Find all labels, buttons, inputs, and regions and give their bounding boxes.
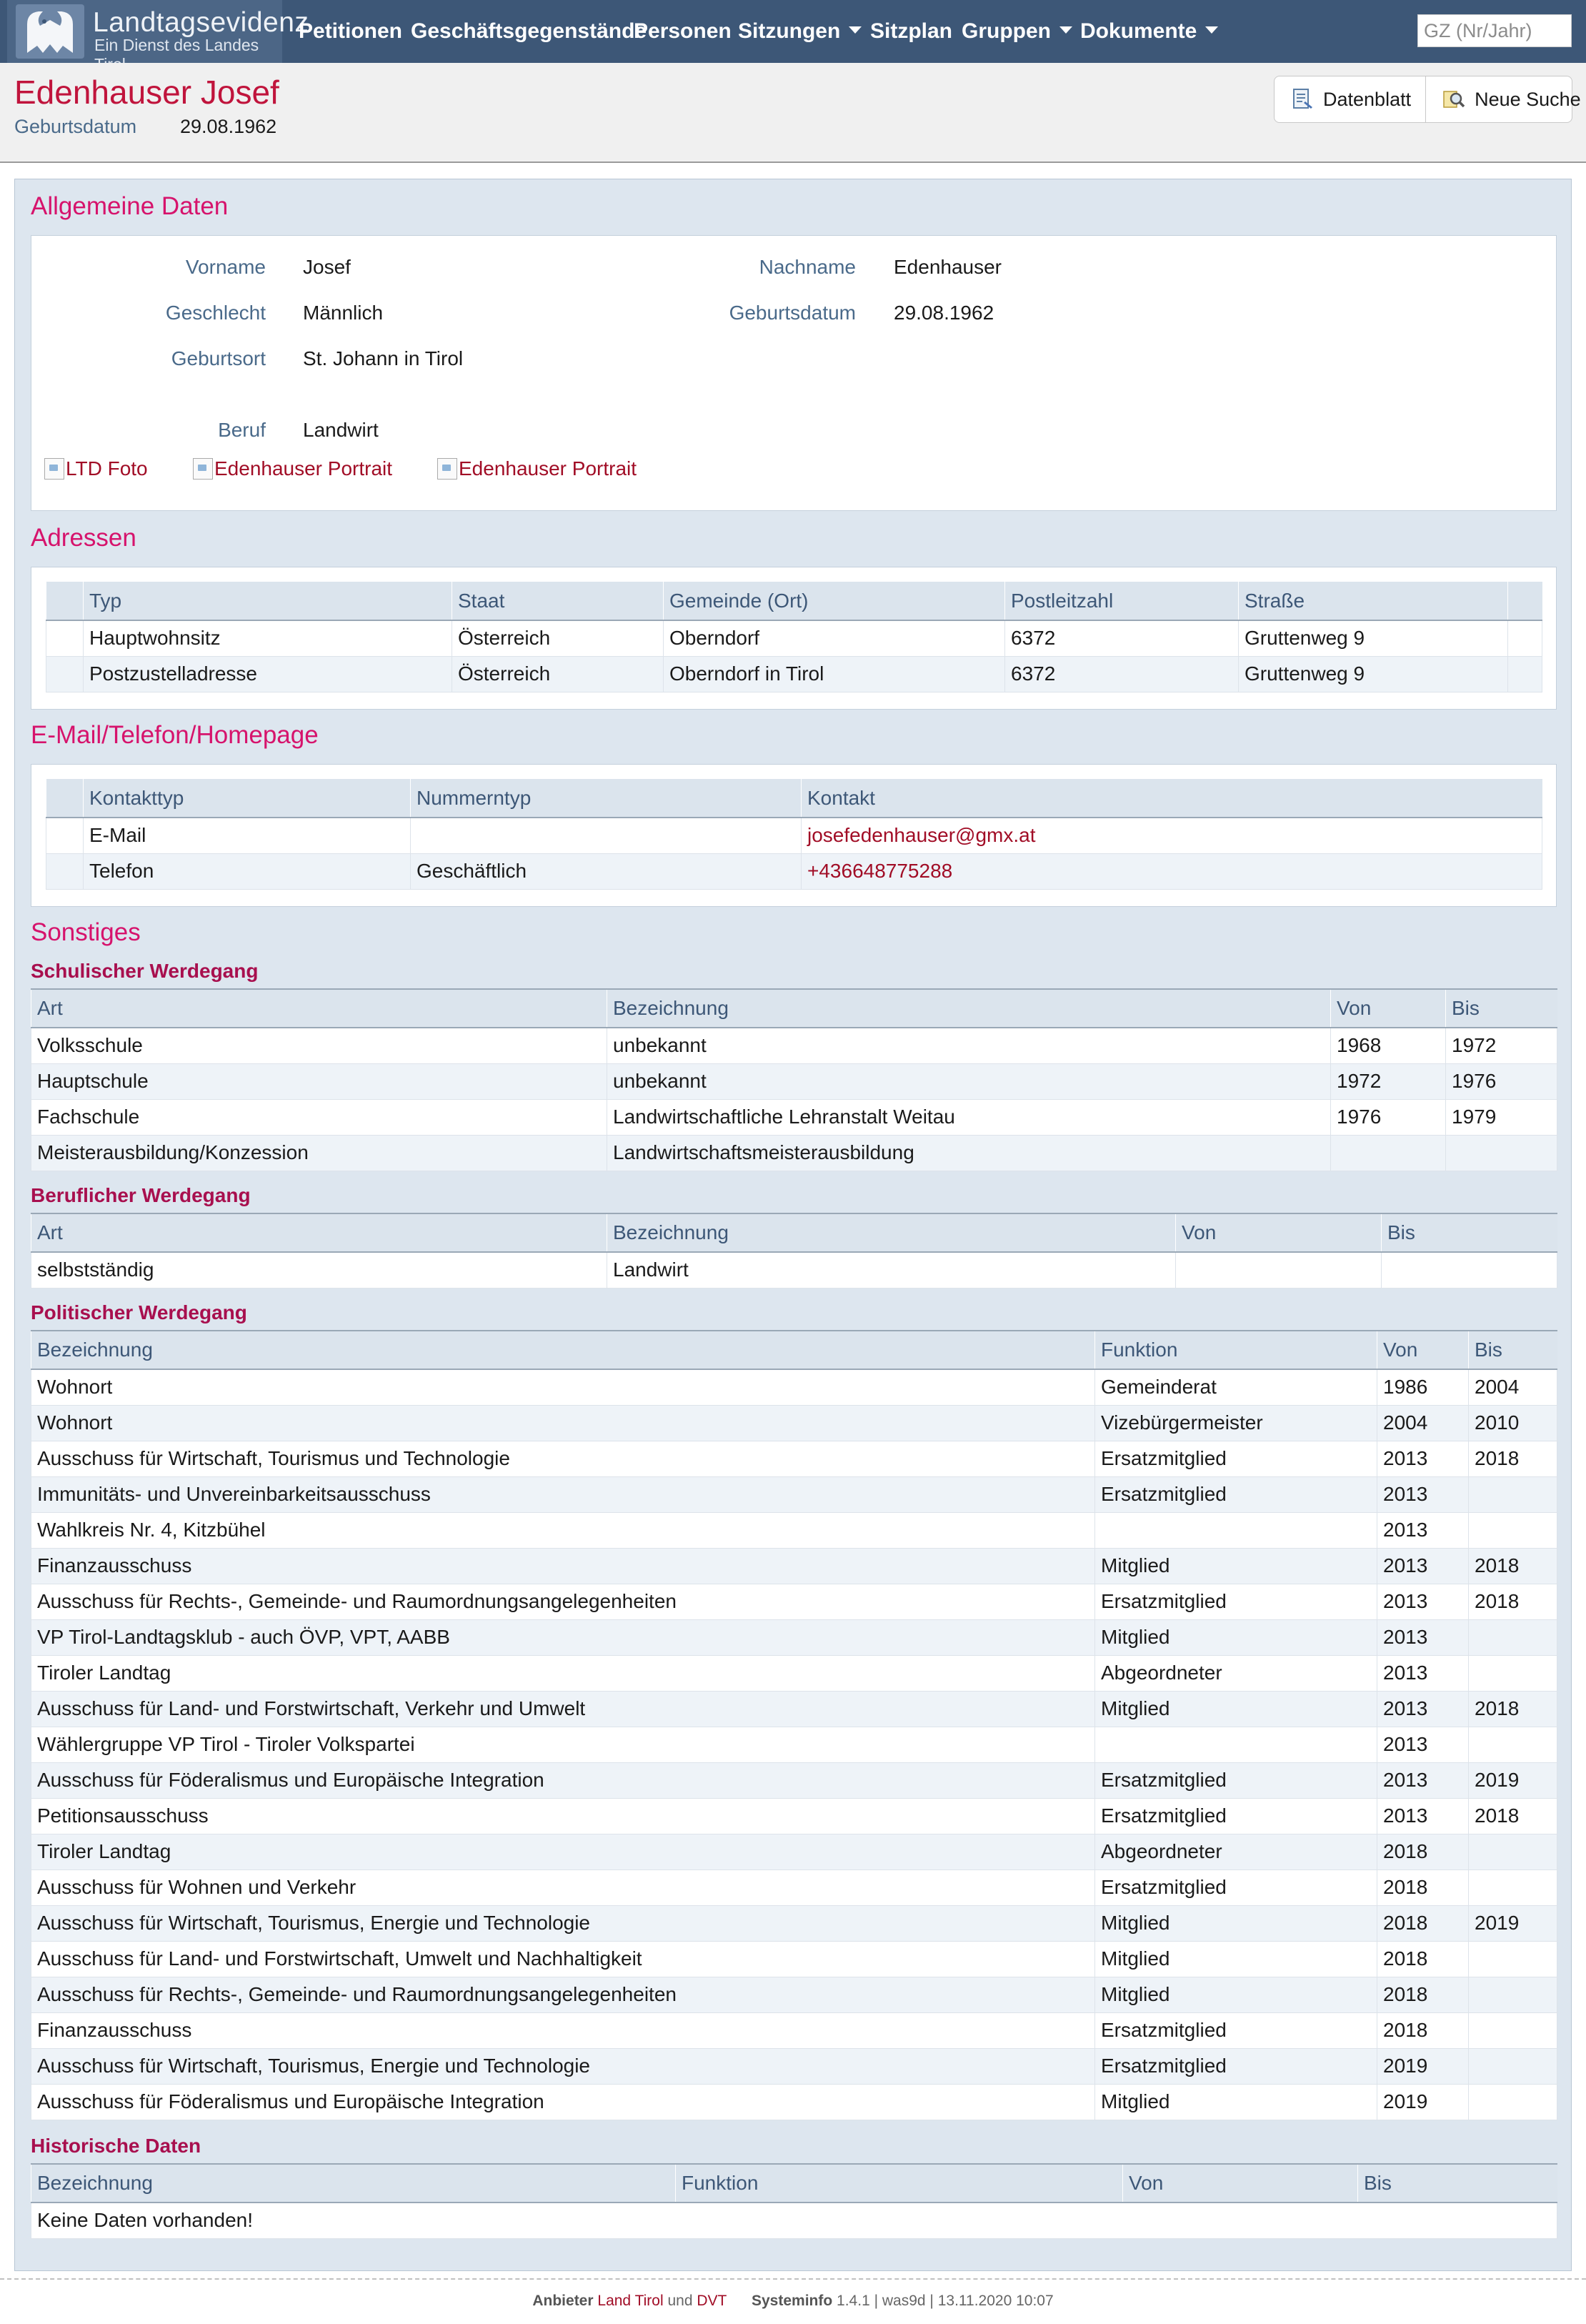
table-row	[31, 1252, 1557, 1288]
cell: E-Mail	[84, 818, 411, 853]
brand-subtitle: Ein Dienst des Landes	[94, 36, 259, 54]
cell: Abgeordneter	[1095, 1655, 1377, 1691]
cell: 2018	[1377, 2012, 1469, 2048]
geburtsort-value: St. Johann in Tirol	[303, 347, 464, 369]
cell: Gruttenweg 9	[1239, 656, 1508, 692]
cell: Finanzausschuss	[31, 1548, 1095, 1584]
cell	[1469, 1512, 1557, 1548]
table-row	[31, 1727, 1557, 1762]
schulisch-body	[31, 1028, 1557, 1171]
gz-search-input[interactable]	[1417, 14, 1572, 47]
broken-image-icon	[44, 458, 64, 480]
cell: unbekannt	[607, 1028, 1331, 1063]
document-icon	[1290, 87, 1315, 111]
cell: Mitglied	[1095, 2084, 1377, 2120]
cell: Vizebürgermeister	[1095, 1405, 1377, 1441]
nachname-label: Nachname	[759, 256, 856, 278]
cell: Hauptwohnsitz	[84, 620, 452, 656]
cell: Ersatzmitglied	[1095, 1584, 1377, 1619]
cell: Ausschuss für Wirtschaft, Tourismus, Energie und Technologie	[31, 1905, 1095, 1941]
cell: Mitglied	[1095, 1619, 1377, 1655]
cell: 2018	[1469, 1691, 1557, 1727]
table-row	[31, 1655, 1557, 1691]
portrait-image-link-1[interactable]	[193, 457, 392, 480]
column-header: Kontakt	[802, 779, 1542, 818]
cell: 2018	[1469, 1548, 1557, 1584]
column-header: Art	[31, 1213, 607, 1252]
table-row	[46, 656, 1542, 692]
column-header: Von	[1331, 989, 1446, 1028]
column-header: Staat	[452, 582, 664, 620]
cell: 2019	[1469, 1905, 1557, 1941]
cell: Oberndorf	[664, 620, 1005, 656]
cell	[1469, 1476, 1557, 1512]
caret-down-icon	[1059, 26, 1072, 34]
section-title-sonstiges: Sonstiges	[31, 918, 141, 946]
column-header: Gemeinde (Ort)	[664, 582, 1005, 620]
person-header	[0, 63, 1586, 163]
cell: Landwirtschaftsmeisterausbildung	[607, 1135, 1331, 1171]
cell: Hauptschule	[31, 1063, 607, 1099]
cell	[1095, 1727, 1377, 1762]
cell: 2013	[1377, 1762, 1469, 1798]
cell: Ausschuss für Wirtschaft, Tourismus und Technologie	[31, 1441, 1095, 1476]
table-row	[46, 853, 1542, 889]
cell: 2013	[1377, 1619, 1469, 1655]
cell	[1469, 1727, 1557, 1762]
column-header: Von	[1377, 1331, 1469, 1369]
cell: 2013	[1377, 1476, 1469, 1512]
nav-label: Sitzplan	[870, 19, 953, 43]
cell: Meisterausbildung/Konzession	[31, 1135, 607, 1171]
table-row	[31, 1905, 1557, 1941]
cell	[1469, 2048, 1557, 2084]
cell: 1979	[1446, 1099, 1557, 1135]
cell: Ausschuss für Rechts-, Gemeinde- und Raumordnungsangelegenheiten	[31, 1584, 1095, 1619]
table-header-row	[31, 2164, 1557, 2203]
column-header: Bis	[1382, 1213, 1557, 1252]
cell: Ersatzmitglied	[1095, 2048, 1377, 2084]
cell: Mitglied	[1095, 1548, 1377, 1584]
cell: Ersatzmitglied	[1095, 1798, 1377, 1834]
cell: Ausschuss für Rechts-, Gemeinde- und Raumordnungsangelegenheiten	[31, 1977, 1095, 2012]
column-header: Bezeichnung	[31, 1331, 1095, 1369]
cell: Gemeinderat	[1095, 1369, 1377, 1405]
cell: 1976	[1331, 1099, 1446, 1135]
cell: 2019	[1469, 1762, 1557, 1798]
cell: Mitglied	[1095, 1941, 1377, 1977]
column-header: Nummerntyp	[411, 779, 802, 818]
subsection-title-historisch: Historische Daten	[31, 2135, 201, 2157]
table-row	[31, 1869, 1557, 1905]
nav-geschaeftsgegenstaende[interactable]	[411, 0, 647, 63]
cell	[1176, 1252, 1382, 1288]
section-title-kontakt: E-Mail/Telefon/Homepage	[31, 721, 319, 749]
cell: 2013	[1377, 1548, 1469, 1584]
column-header: Funktion	[676, 2164, 1123, 2203]
portrait-image-link-2[interactable]	[437, 457, 637, 480]
footer-systeminfo-label: Systeminfo	[752, 2293, 833, 2309]
cell: Oberndorf in Tirol	[664, 656, 1005, 692]
cell: Ausschuss für Wirtschaft, Tourismus, Energie und Technologie	[31, 2048, 1095, 2084]
cell: 1976	[1446, 1063, 1557, 1099]
cell: 6372	[1005, 620, 1239, 656]
cell	[1469, 1869, 1557, 1905]
footer-und: und	[667, 2293, 693, 2309]
table-row	[31, 1063, 1557, 1099]
cell: Ausschuss für Land- und Forstwirtschaft, Verkehr und Umwelt	[31, 1691, 1095, 1727]
cell: Postzustelladresse	[84, 656, 452, 692]
cell: 2018	[1377, 1941, 1469, 1977]
cell: Petitionsausschuss	[31, 1798, 1095, 1834]
cell	[1382, 1252, 1557, 1288]
cell: 2019	[1377, 2084, 1469, 2120]
cell: Ersatzmitglied	[1095, 1762, 1377, 1798]
cell: Gruttenweg 9	[1239, 620, 1508, 656]
table-row	[31, 1135, 1557, 1171]
cell: Mitglied	[1095, 1977, 1377, 2012]
nav-label: Geschäftsgegenstände	[411, 19, 647, 43]
footer-link-dvt[interactable]: DVT	[697, 2293, 727, 2309]
cell: Finanzausschuss	[31, 2012, 1095, 2048]
cell: Geschäftlich	[411, 853, 802, 889]
cell: Wahlkreis Nr. 4, Kitzbühel	[31, 1512, 1095, 1548]
cell: 2018	[1469, 1441, 1557, 1476]
phone-link[interactable]: +436648775288	[807, 860, 953, 882]
subsection-title-beruflich: Beruflicher Werdegang	[31, 1184, 251, 1206]
column-header: Postleitzahl	[1005, 582, 1239, 620]
cell: Ersatzmitglied	[1095, 1476, 1377, 1512]
cell: 2010	[1469, 1405, 1557, 1441]
table-row	[46, 620, 1542, 656]
cell: Wählergruppe VP Tirol - Tiroler Volkspartei	[31, 1727, 1095, 1762]
broken-image-icon	[193, 458, 213, 480]
vorname-value: Josef	[303, 256, 351, 278]
cell: Ausschuss für Föderalismus und Europäische Integration	[31, 2084, 1095, 2120]
cell: 2013	[1377, 1584, 1469, 1619]
cell: 2013	[1377, 1441, 1469, 1476]
column-header: Straße	[1239, 582, 1508, 620]
main-content	[14, 179, 1572, 2271]
section-title-allgemeine-daten: Allgemeine Daten	[31, 192, 229, 220]
cell: 2018	[1377, 1905, 1469, 1941]
nav-label: Petitionen	[299, 19, 403, 43]
cell: 2013	[1377, 1512, 1469, 1548]
caret-down-icon	[1205, 26, 1218, 34]
top-navbar	[0, 0, 1586, 63]
header-geburtsdatum-label: Geburtsdatum	[14, 116, 137, 137]
cell	[1469, 1941, 1557, 1977]
table-row	[31, 1941, 1557, 1977]
broken-image-icon	[437, 458, 457, 480]
cell: 2013	[1377, 1655, 1469, 1691]
table-row	[31, 1512, 1557, 1548]
kontakt-table	[46, 779, 1542, 890]
adressen-panel	[31, 567, 1557, 710]
cell: Landwirtschaftliche Lehranstalt Weitau	[607, 1099, 1331, 1135]
column-header: Von	[1123, 2164, 1358, 2203]
cell: 2019	[1377, 2048, 1469, 2084]
section-title-adressen: Adressen	[31, 524, 136, 552]
nav-label: Dokumente	[1080, 19, 1197, 43]
beruflich-body	[31, 1252, 1557, 1288]
subsection-title-politisch: Politischer Werdegang	[31, 1301, 247, 1324]
cell: Landwirt	[607, 1252, 1176, 1288]
cell: Mitglied	[1095, 1905, 1377, 1941]
geschlecht-label: Geschlecht	[165, 302, 266, 324]
cell: Tiroler Landtag	[31, 1834, 1095, 1869]
nav-petitionen[interactable]	[299, 0, 402, 63]
cell	[1469, 1655, 1557, 1691]
table-row	[31, 1619, 1557, 1655]
table-row	[31, 1762, 1557, 1798]
geburtsdatum-label: Geburtsdatum	[729, 302, 856, 324]
vorname-label: Vorname	[185, 256, 266, 278]
adressen-table	[46, 582, 1542, 692]
cell: Tiroler Landtag	[31, 1655, 1095, 1691]
cell: 6372	[1005, 656, 1239, 692]
cell: Mitglied	[1095, 1691, 1377, 1727]
cell	[1469, 1619, 1557, 1655]
geschlecht-value: Männlich	[303, 302, 384, 324]
table-row	[31, 2084, 1557, 2120]
table-row	[31, 1834, 1557, 1869]
ltd-foto-image-link[interactable]	[44, 457, 148, 480]
cell: 2013	[1377, 1727, 1469, 1762]
nav-label: Sitzungen	[738, 19, 841, 43]
nachname-value: Edenhauser	[894, 256, 1002, 278]
email-cell	[802, 818, 1542, 853]
neue-suche-label: Neue Suche	[1475, 88, 1581, 110]
cell: 2004	[1377, 1405, 1469, 1441]
schulischer-werdegang-table	[31, 988, 1557, 1171]
politischer-werdegang-table	[31, 1330, 1557, 2120]
cell	[411, 818, 802, 853]
table-row	[31, 2203, 1557, 2238]
cell: Abgeordneter	[1095, 1834, 1377, 1869]
cell: selbstständig	[31, 1252, 607, 1288]
cell: 1986	[1377, 1369, 1469, 1405]
cell	[1469, 1977, 1557, 2012]
cell: 2018	[1377, 1834, 1469, 1869]
cell: Telefon	[84, 853, 411, 889]
table-row	[31, 1099, 1557, 1135]
phone-cell	[802, 853, 1542, 889]
table-row	[31, 2048, 1557, 2084]
nav-sitzungen-dropdown[interactable]	[738, 0, 862, 63]
nav-personen[interactable]	[634, 0, 732, 63]
cell: 2018	[1377, 1869, 1469, 1905]
page-title: Edenhauser Josef	[14, 74, 279, 111]
cell: Wohnort	[31, 1369, 1095, 1405]
column-header: Bis	[1446, 989, 1557, 1028]
cell: 1968	[1331, 1028, 1446, 1063]
table-header-row	[46, 779, 1542, 818]
table-row	[31, 1441, 1557, 1476]
column-header: Bezeichnung	[31, 2164, 676, 2203]
cell: Ausschuss für Föderalismus und Europäische Integration	[31, 1762, 1095, 1798]
table-row	[31, 1028, 1557, 1063]
column-header: Kontakttyp	[84, 779, 411, 818]
nav-label: Personen	[634, 19, 732, 43]
image-alt-text: Edenhauser Portrait	[214, 457, 393, 480]
cell: 1972	[1446, 1028, 1557, 1063]
column-header: Bezeichnung	[607, 1213, 1176, 1252]
cell: 2018	[1469, 1798, 1557, 1834]
geburtsdatum-value: 29.08.1962	[894, 302, 994, 324]
allgemeine-daten-panel	[31, 235, 1557, 511]
cell: Ausschuss für Land- und Forstwirtschaft, Umwelt und Nachhaltigkeit	[31, 1941, 1095, 1977]
cell: Ersatzmitglied	[1095, 2012, 1377, 2048]
column-header: Typ	[84, 582, 452, 620]
footer-anbieter-label: Anbieter	[532, 2293, 594, 2309]
search-magnifier-icon	[1442, 87, 1466, 111]
table-row	[31, 1977, 1557, 2012]
column-header: Art	[31, 989, 607, 1028]
table-row	[31, 1369, 1557, 1405]
cell: unbekannt	[607, 1063, 1331, 1099]
datenblatt-label: Datenblatt	[1323, 88, 1412, 110]
cell	[1331, 1135, 1446, 1171]
tirol-eagle-logo-icon	[14, 3, 86, 60]
caret-down-icon	[849, 26, 862, 34]
table-header-row	[31, 1213, 1557, 1252]
header-button-group	[1274, 76, 1581, 123]
table-header-row	[46, 582, 1542, 620]
cell: Österreich	[452, 656, 664, 692]
footer	[0, 2278, 1586, 2324]
brand-title: Landtagsevidenz	[93, 7, 309, 38]
cell: 2018	[1469, 1584, 1557, 1619]
image-alt-text: Edenhauser Portrait	[459, 457, 637, 480]
nav-dokumente-dropdown[interactable]	[1080, 0, 1218, 63]
cell: 2013	[1377, 1798, 1469, 1834]
cell	[1469, 2084, 1557, 2120]
table-row	[31, 1691, 1557, 1727]
footer-link-land-tirol[interactable]: Land Tirol	[597, 2293, 664, 2309]
cell: 1972	[1331, 1063, 1446, 1099]
cell	[1095, 1512, 1377, 1548]
table-row	[31, 1798, 1557, 1834]
nav-label: Gruppen	[962, 19, 1051, 43]
table-header-row	[31, 1331, 1557, 1369]
cell	[1469, 1834, 1557, 1869]
brand-logo-link[interactable]	[7, 0, 309, 63]
neue-suche-button[interactable]	[1425, 76, 1586, 122]
cell: Ersatzmitglied	[1095, 1441, 1377, 1476]
column-header: Bis	[1358, 2164, 1557, 2203]
table-header-row	[31, 989, 1557, 1028]
column-header: Bezeichnung	[607, 989, 1331, 1028]
email-link[interactable]: josefedenhauser@gmx.at	[807, 824, 1036, 847]
geburtsort-label: Geburtsort	[171, 347, 266, 369]
column-header: Bis	[1469, 1331, 1557, 1369]
cell: Ersatzmitglied	[1095, 1869, 1377, 1905]
politisch-body	[31, 1369, 1557, 2120]
subsection-title-schulisch: Schulischer Werdegang	[31, 960, 259, 982]
cell: VP Tirol-Landtagsklub - auch ÖVP, VPT, AABB	[31, 1619, 1095, 1655]
cell: 2018	[1377, 1977, 1469, 2012]
cell: Volksschule	[31, 1028, 607, 1063]
beruf-value: Landwirt	[303, 419, 379, 441]
cell: Ausschuss für Wohnen und Verkehr	[31, 1869, 1095, 1905]
cell: 2013	[1377, 1691, 1469, 1727]
cell: Fachschule	[31, 1099, 607, 1135]
table-row	[31, 1405, 1557, 1441]
cell: 2004	[1469, 1369, 1557, 1405]
header-geburtsdatum-value: 29.08.1962	[180, 116, 277, 137]
historische-daten-table	[31, 2163, 1557, 2239]
nav-gruppen-dropdown[interactable]	[962, 0, 1072, 63]
cell	[1446, 1135, 1557, 1171]
table-row	[46, 818, 1542, 853]
datenblatt-button[interactable]	[1275, 76, 1425, 122]
footer-systeminfo-text: 1.4.1 | was9d | 13.11.2020 10:07	[837, 2293, 1054, 2309]
cell	[1469, 2012, 1557, 2048]
table-row	[31, 2012, 1557, 2048]
table-row	[31, 1548, 1557, 1584]
kontakt-panel	[31, 764, 1557, 907]
cell: Immunitäts- und Unvereinbarkeitsausschuss	[31, 1476, 1095, 1512]
cell: Wohnort	[31, 1405, 1095, 1441]
beruflicher-werdegang-table	[31, 1213, 1557, 1288]
table-row	[31, 1476, 1557, 1512]
column-header: Von	[1176, 1213, 1382, 1252]
beruf-label: Beruf	[218, 419, 266, 441]
table-row	[31, 1584, 1557, 1619]
nav-sitzplan[interactable]	[870, 0, 952, 63]
empty-message: Keine Daten vorhanden!	[31, 2203, 1557, 2238]
column-header: Funktion	[1095, 1331, 1377, 1369]
image-alt-text: LTD Foto	[66, 457, 148, 480]
cell: Österreich	[452, 620, 664, 656]
